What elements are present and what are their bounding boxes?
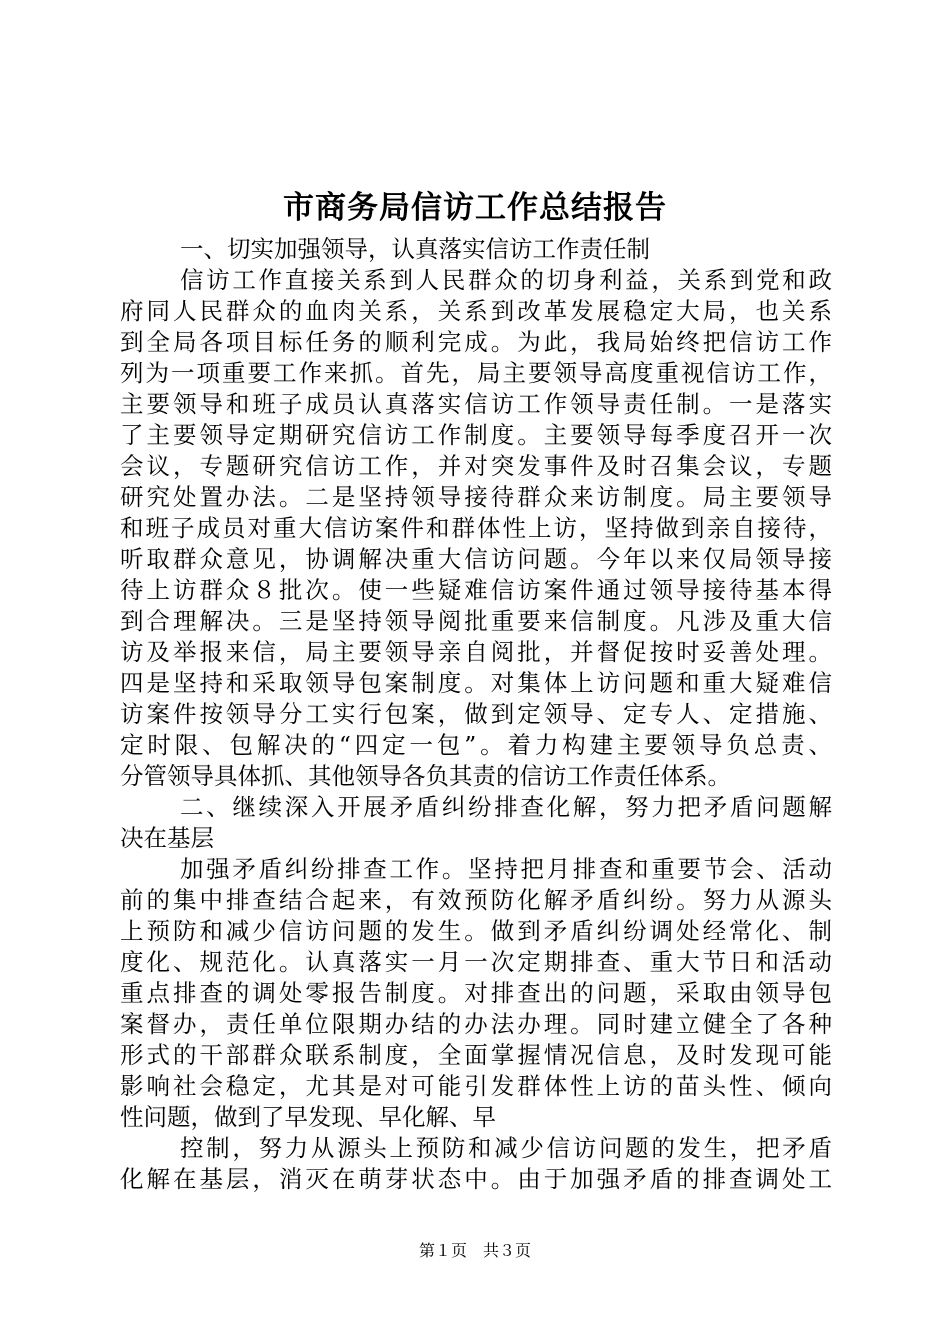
text-line: 度化、规范化。认真落实一月一次定期排查、重大节日和活动 [120, 948, 832, 976]
text-line: 访及举报来信，局主要领导亲自阅批，并督促按时妥善处理。 [120, 638, 832, 666]
text-line: 决在基层 [120, 824, 214, 852]
text-line: 分管领导具体抓、其他领导各负其责的信访工作责任体系。 [120, 762, 731, 790]
text-line: 前的集中排查结合起来，有效预防化解矛盾纠纷。努力从源头 [120, 886, 832, 914]
text-line: 待上访群众８批次。使一些疑难信访案件通过领导接待基本得 [120, 576, 832, 604]
text-line: 会议，专题研究信访工作，并对突发事件及时召集会议，专题 [120, 452, 832, 480]
document-title: 市商务局信访工作总结报告 [283, 190, 667, 226]
text-line: 加强矛盾纠纷排查工作。坚持把月排查和重要节会、活动 [180, 855, 832, 883]
text-line: 访案件按领导分工实行包案，做到定领导、定专人、定措施、 [120, 700, 832, 728]
text-line: 了主要领导定期研究信访工作制度。主要领导每季度召开一次 [120, 421, 832, 449]
text-line: 形式的干部群众联系制度，全面掌握情况信息，及时发现可能 [120, 1041, 832, 1069]
text-line: 案督办，责任单位限期办结的办法办理。同时建立健全了各种 [120, 1010, 832, 1038]
text-line: 化解在基层，消灭在萌芽状态中。由于加强矛盾的排查调处工 [120, 1165, 832, 1193]
text-line: 到全局各项目标任务的顺利完成。为此，我局始终把信访工作 [120, 328, 832, 356]
text-line: 重点排查的调处零报告制度。对排查出的问题，采取由领导包 [120, 979, 832, 1007]
text-line: 控制，努力从源头上预防和减少信访问题的发生，把矛盾 [180, 1134, 832, 1162]
text-line: 定时限、包解决的“四定一包”。着力构建主要领导负总责、 [120, 731, 832, 759]
text-line: 性问题，做到了早发现、早化解、早 [120, 1103, 496, 1131]
text-line: 府同人民群众的血肉关系，关系到改革发展稳定大局，也关系 [120, 297, 832, 325]
text-line: 研究处置办法。二是坚持领导接待群众来访制度。局主要领导 [120, 483, 832, 511]
text-line: 上预防和减少信访问题的发生。做到矛盾纠纷调处经常化、制 [120, 917, 832, 945]
text-line: 到合理解决。三是坚持领导阅批重要来信制度。凡涉及重大信 [120, 607, 832, 635]
page-footer: 第１页 共３页 [418, 1241, 531, 1260]
text-line: 信访工作直接关系到人民群众的切身利益，关系到党和政 [180, 266, 832, 294]
text-line: 四是坚持和采取领导包案制度。对集体上访问题和重大疑难信 [120, 669, 832, 697]
document-body [120, 234, 832, 1195]
text-line: 主要领导和班子成员认真落实信访工作领导责任制。一是落实 [120, 390, 832, 418]
text-line: 一、切实加强领导，认真落实信访工作责任制 [180, 235, 650, 263]
text-line: 影响社会稳定，尤其是对可能引发群体性上访的苗头性、倾向 [120, 1072, 832, 1100]
text-line: 列为一项重要工作来抓。首先，局主要领导高度重视信访工作， [120, 359, 832, 387]
text-line: 二、继续深入开展矛盾纠纷排查化解，努力把矛盾问题解 [180, 793, 832, 821]
text-line: 听取群众意见，协调解决重大信访问题。今年以来仅局领导接 [120, 545, 832, 573]
text-line: 和班子成员对重大信访案件和群体性上访，坚持做到亲自接待， [120, 514, 832, 542]
